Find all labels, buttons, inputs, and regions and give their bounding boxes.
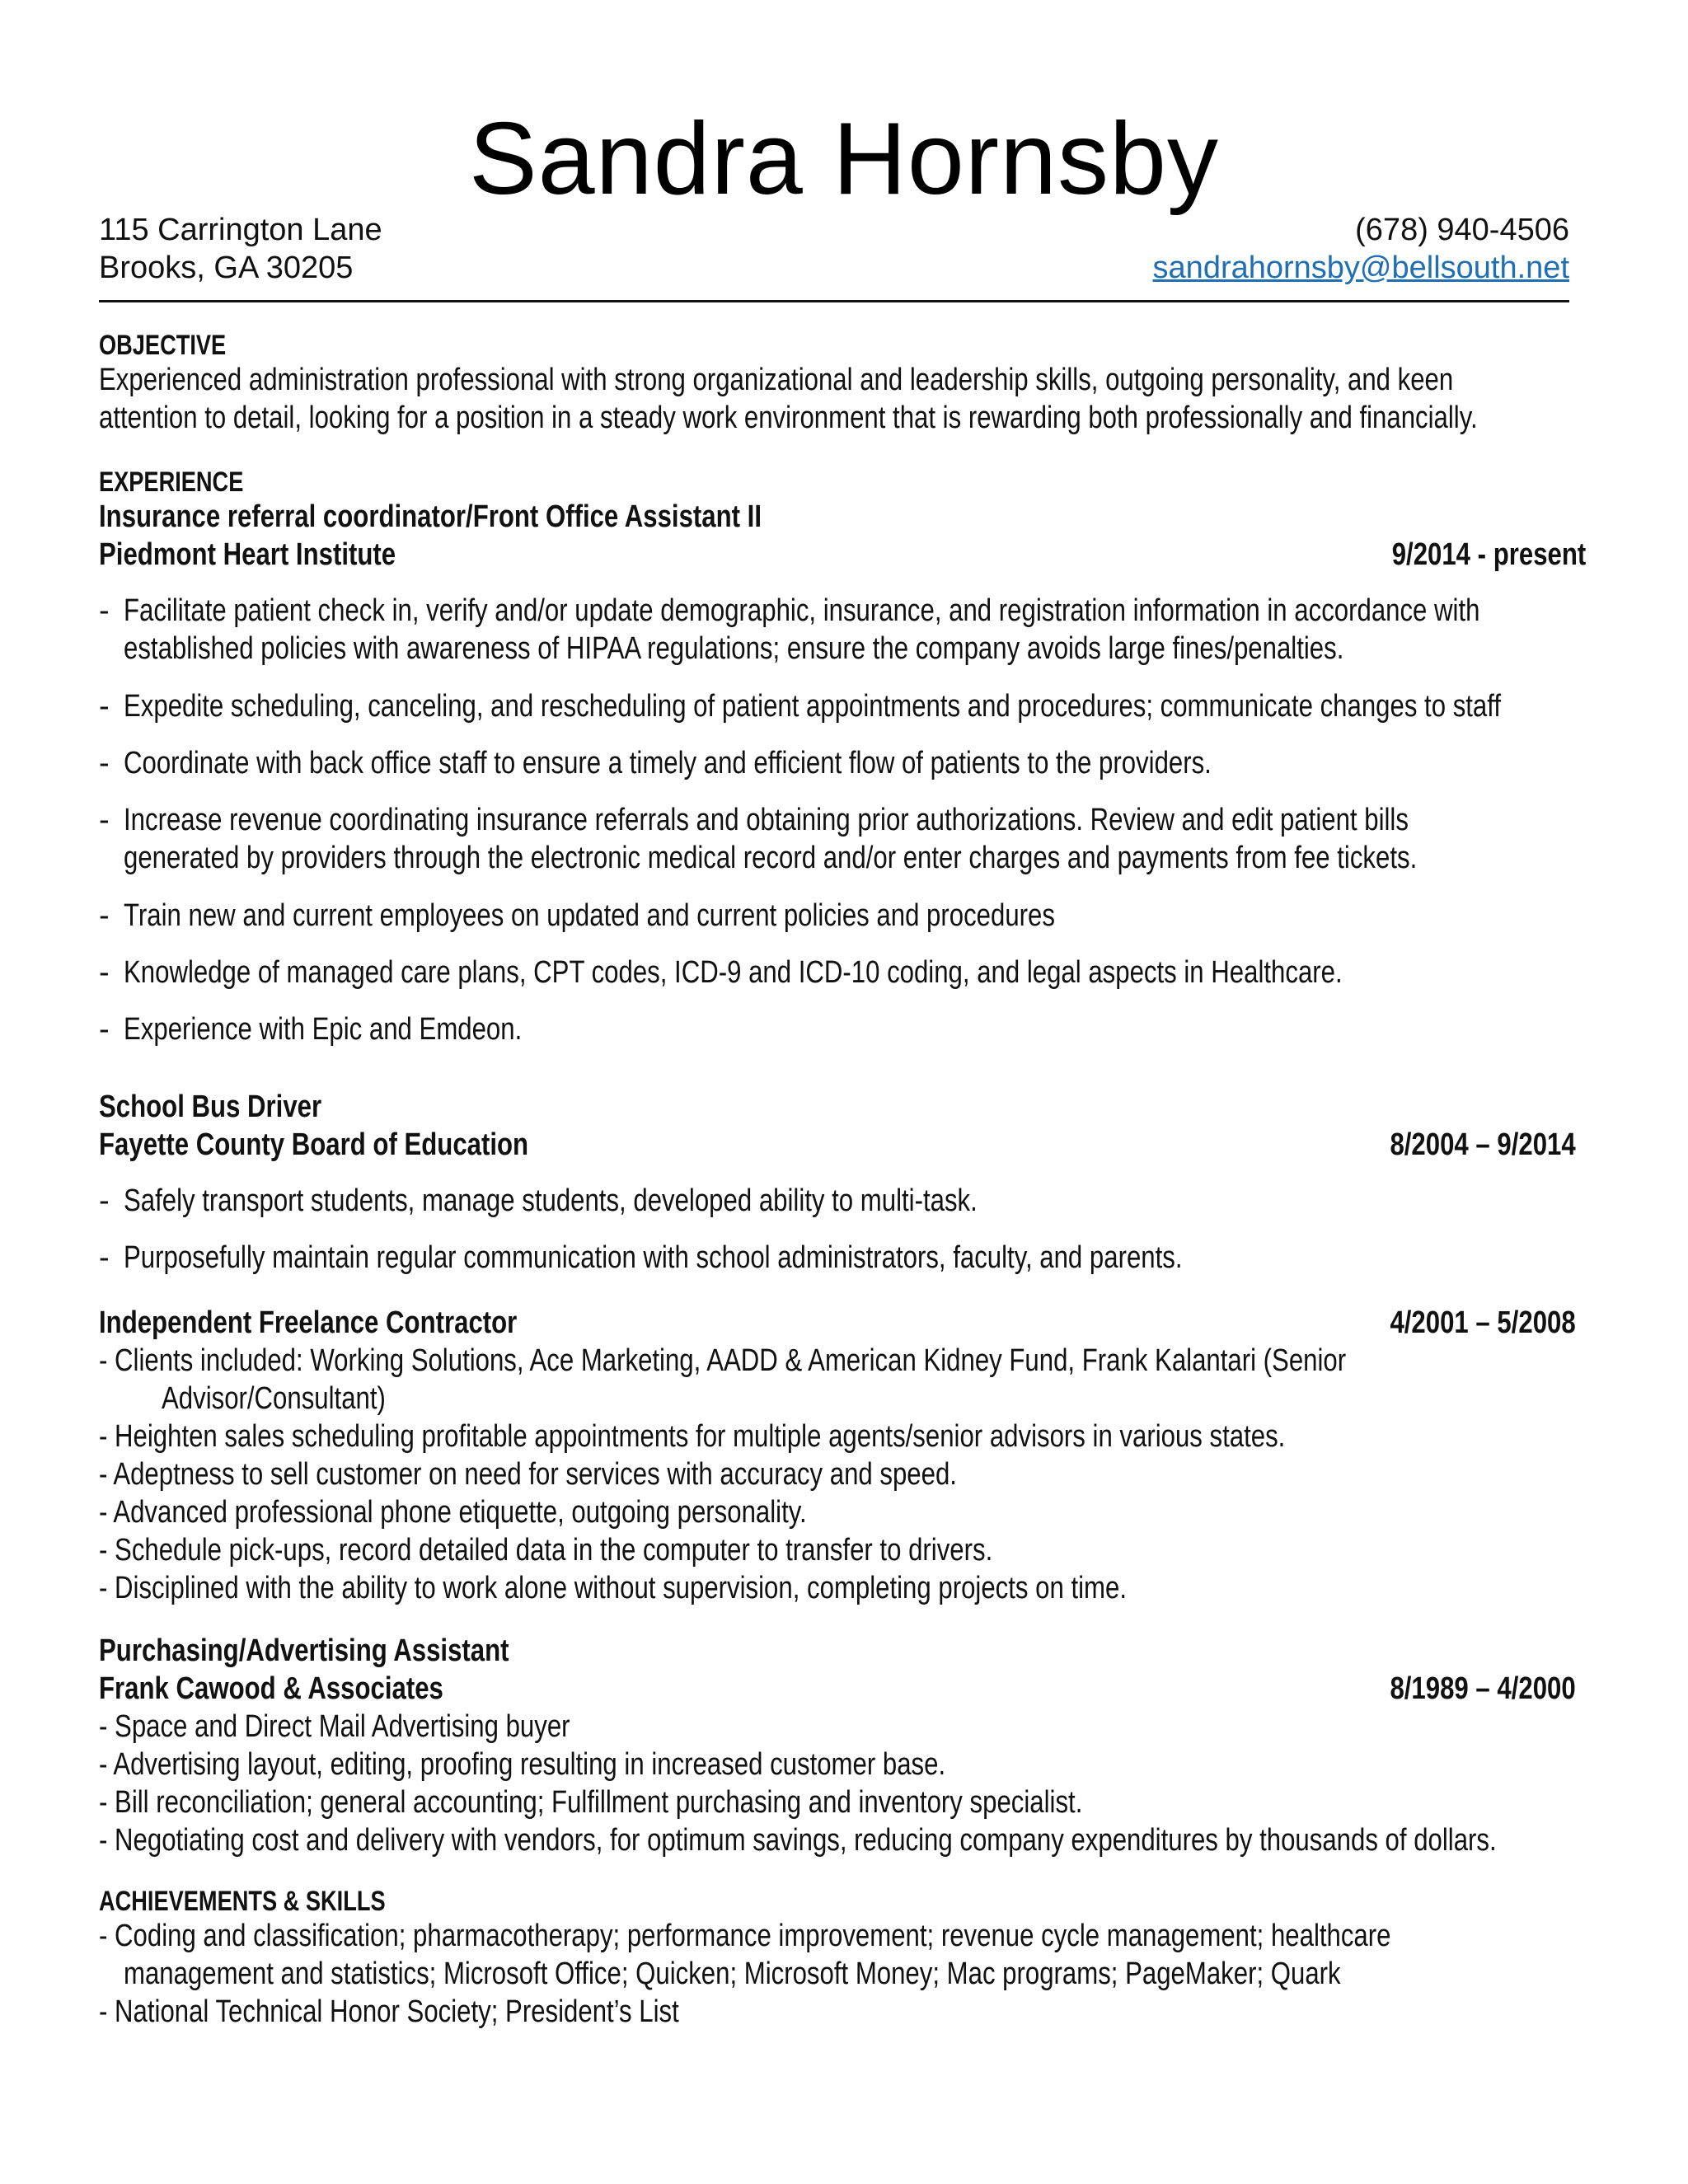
bullet-dash: - xyxy=(99,898,110,933)
objective-line: attention to detail, looking for a position in a steady work environment that is rewarding both professionally and financially. xyxy=(99,401,1478,435)
achievements-line: management and statistics; Microsoft Office; Quicken; Microsoft Money; Mac programs; PageMaker; Quark xyxy=(124,1957,1341,1991)
bullet-text: Expedite scheduling, canceling, and rescheduling of patient appointments and procedures; communicate changes to staff xyxy=(124,689,1502,724)
candidate-name: Sandra Hornsby xyxy=(468,102,1220,216)
job-dates: 4/2001 – 5/2008 xyxy=(1390,1305,1576,1340)
job-company: Piedmont Heart Institute xyxy=(99,537,396,572)
job-dates: 8/1989 – 4/2000 xyxy=(1390,1671,1576,1706)
bullet-text: Train new and current employees on updated and current policies and procedures xyxy=(124,898,1055,933)
bullet-dash: - xyxy=(99,955,110,990)
bullet-text: Coordinate with back office staff to ensure a timely and efficient flow of patients to the providers. xyxy=(124,746,1212,780)
job-title: Insurance referral coordinator/Front Office Assistant II xyxy=(99,499,762,534)
bullet-dash: - xyxy=(99,593,110,628)
job-line: - Advanced professional phone etiquette, outgoing personality. xyxy=(99,1495,807,1530)
bullet-text: Experience with Epic and Emdeon. xyxy=(124,1012,523,1047)
job-line: Advisor/Consultant) xyxy=(162,1381,386,1416)
bullet-dash: - xyxy=(99,1183,110,1218)
job-line: - Space and Direct Mail Advertising buyer xyxy=(99,1709,570,1744)
achievements-heading: ACHIEVEMENTS & SKILLS xyxy=(99,1886,386,1917)
job-company: Frank Cawood & Associates xyxy=(99,1671,443,1706)
bullet-dash: - xyxy=(99,1240,110,1275)
bullet-text: established policies with awareness of HIPAA regulations; ensure the company avoids large fines/penalties. xyxy=(124,631,1344,666)
job-line: - Disciplined with the ability to work alone without supervision, completing projects on time. xyxy=(99,1571,1127,1605)
phone-number: (678) 940-4506 xyxy=(1355,213,1569,247)
bullet-text: Safely transport students, manage students, developed ability to multi-task. xyxy=(124,1183,978,1218)
job-line: - Adeptness to sell customer on need for services with accuracy and speed. xyxy=(99,1457,957,1492)
job-title: Purchasing/Advertising Assistant xyxy=(99,1633,509,1668)
job-title: Independent Freelance Contractor xyxy=(99,1305,518,1340)
achievements-line: - Coding and classification; pharmacotherapy; performance improvement; revenue cycle management; healthcare xyxy=(99,1919,1391,1953)
job-dates: 8/2004 – 9/2014 xyxy=(1390,1127,1576,1162)
bullet-dash: - xyxy=(99,1012,110,1047)
job-line: - Heighten sales scheduling profitable appointments for multiple agents/senior advisors in various states. xyxy=(99,1419,1286,1454)
job-company: Fayette County Board of Education xyxy=(99,1127,529,1162)
bullet-dash: - xyxy=(99,746,110,780)
bullet-text: Purposefully maintain regular communication with school administrators, faculty, and parents. xyxy=(124,1240,1183,1275)
job-line: - Bill reconciliation; general accounting; Fulfillment purchasing and inventory specialist. xyxy=(99,1785,1083,1820)
experience-heading: EXPERIENCE xyxy=(99,466,244,498)
objective-line: Experienced administration professional with strong organizational and leadership skills, outgoing personality, and keen xyxy=(99,363,1454,397)
bullet-text: Facilitate patient check in, verify and/or update demographic, insurance, and registration information in accordance with xyxy=(124,593,1480,628)
job-line: - Advertising layout, editing, proofing resulting in increased customer base. xyxy=(99,1747,946,1782)
job-line: - Negotiating cost and delivery with vendors, for optimum savings, reducing company expenditures by thousands of dollars. xyxy=(99,1823,1497,1858)
objective-heading: OBJECTIVE xyxy=(99,330,227,361)
bullet-dash: - xyxy=(99,803,110,837)
achievements-line: - National Technical Honor Society; President’s List xyxy=(99,1994,679,2029)
header-divider xyxy=(99,300,1569,302)
job-title: School Bus Driver xyxy=(99,1090,322,1124)
bullet-text: generated by providers through the electronic medical record and/or enter charges and payments from fee tickets. xyxy=(124,841,1418,875)
email-row xyxy=(99,249,1569,287)
bullet-text: Knowledge of managed care plans, CPT codes, ICD-9 and ICD-10 coding, and legal aspects in Healthcare. xyxy=(124,955,1343,990)
bullet-dash: - xyxy=(99,689,110,724)
address-line-2: Brooks, GA 30205 xyxy=(99,251,354,285)
job-line: - Clients included: Working Solutions, Ace Marketing, AADD & American Kidney Fund, Frank Kalantari (Senior xyxy=(99,1343,1347,1378)
email-link[interactable]: sandrahornsby@bellsouth.net xyxy=(1152,251,1569,285)
job-line: - Schedule pick-ups, record detailed data in the computer to transfer to drivers. xyxy=(99,1533,993,1568)
bullet-text: Increase revenue coordinating insurance referrals and obtaining prior authorizations. Review and edit patient bills xyxy=(124,803,1409,837)
job-dates: 9/2014 - present xyxy=(1391,537,1586,572)
address-line-1: 115 Carrington Lane xyxy=(99,213,382,247)
